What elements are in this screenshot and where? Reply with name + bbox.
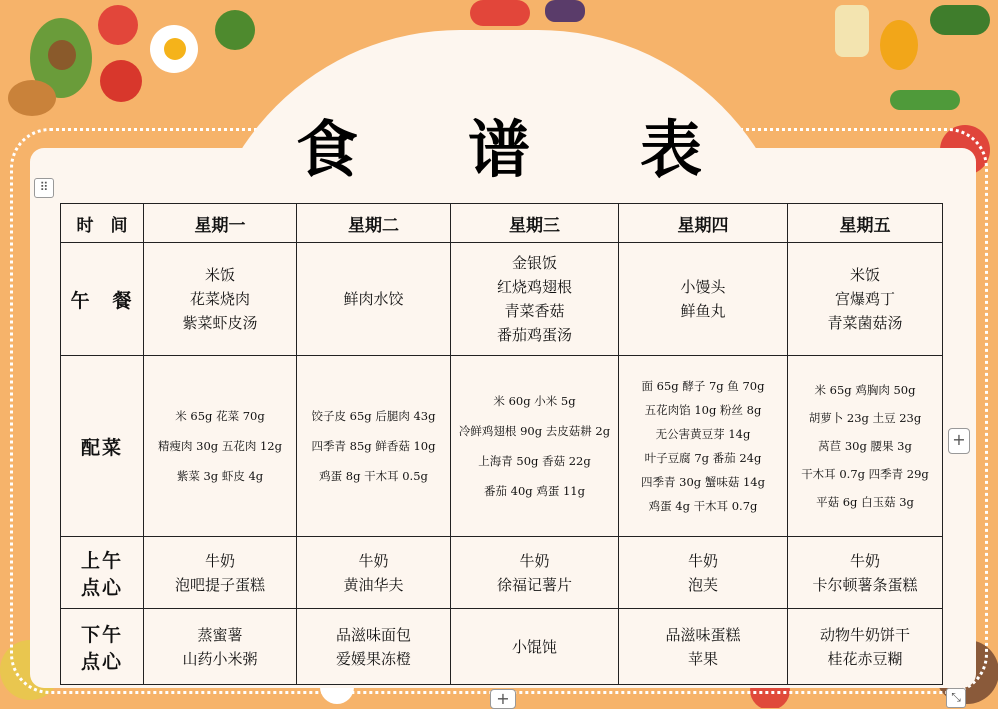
row-label-text: 点心 bbox=[80, 576, 123, 599]
title-char-2: 谱 bbox=[467, 113, 530, 186]
afternoon-snack-monday bbox=[144, 609, 297, 685]
dish: 紫菜虾皮汤 bbox=[182, 314, 258, 332]
lunch-wednesday bbox=[451, 243, 619, 356]
ingredient-line: 五花肉馅 10g 粉丝 8g bbox=[644, 403, 762, 417]
dish: 花菜烧肉 bbox=[189, 290, 250, 308]
dish: 牛奶 bbox=[849, 551, 880, 570]
morning-snack-wednesday bbox=[451, 537, 619, 609]
lunch-monday bbox=[144, 243, 297, 356]
menu-table bbox=[60, 203, 943, 685]
dish: 品滋味面包 bbox=[335, 625, 411, 644]
dish: 牛奶 bbox=[519, 551, 550, 570]
ingredient-line: 米 65g 鸡胸肉 50g bbox=[814, 383, 916, 397]
ingredient-line: 平菇 6g 白玉菇 3g bbox=[816, 495, 914, 509]
avocado-seed-illustration bbox=[48, 40, 76, 70]
afternoon-snack-friday bbox=[788, 609, 943, 685]
lunch-row bbox=[61, 243, 943, 356]
ingredients-thursday bbox=[619, 356, 788, 537]
morning-snack-tuesday bbox=[297, 537, 451, 609]
header-wednesday: 星期三 bbox=[451, 204, 619, 243]
ingredient-line: 面 65g 酵子 7g 鱼 70g bbox=[641, 379, 765, 393]
dish: 爱媛果冻橙 bbox=[335, 649, 411, 668]
dish: 泡吧提子蛋糕 bbox=[174, 575, 265, 594]
row-label-text: 点心 bbox=[80, 650, 123, 673]
row-label-lunch bbox=[61, 243, 144, 356]
add-row-button[interactable]: + bbox=[490, 689, 516, 709]
ingredient-line: 干木耳 0.7g 四季青 29g bbox=[801, 467, 929, 481]
ingredient-line: 胡萝卜 23g 土豆 23g bbox=[808, 411, 922, 425]
lunch-thursday bbox=[619, 243, 788, 356]
dish: 品滋味蛋糕 bbox=[665, 625, 741, 644]
morning-snack-row bbox=[61, 537, 943, 609]
egg-yolk-illustration bbox=[164, 38, 186, 60]
row-label-text: 配菜 bbox=[80, 436, 123, 459]
header-row bbox=[61, 204, 943, 243]
dish: 苹果 bbox=[687, 649, 718, 668]
dish: 米饭 bbox=[204, 266, 235, 284]
dish: 金银饭 bbox=[511, 254, 557, 272]
leaf-illustration bbox=[930, 5, 990, 35]
ingredient-line: 米 60g 小米 5g bbox=[493, 394, 576, 408]
row-label-morning-snack bbox=[61, 537, 144, 609]
dish: 徐福记薯片 bbox=[496, 575, 572, 594]
pepper-illustration bbox=[880, 20, 918, 70]
header-monday: 星期一 bbox=[144, 204, 297, 243]
row-label-text: 午 餐 bbox=[70, 289, 134, 312]
ingredient-line: 四季青 85g 鲜香菇 10g bbox=[311, 439, 436, 453]
title-char-3: 表 bbox=[640, 113, 703, 186]
lunch-tuesday bbox=[297, 243, 451, 356]
morning-snack-monday bbox=[144, 537, 297, 609]
dish: 蒸蜜薯 bbox=[197, 625, 243, 644]
dish: 鲜肉水饺 bbox=[343, 290, 404, 308]
dish: 小馒头 bbox=[680, 278, 726, 296]
dish: 青菜菌菇汤 bbox=[827, 314, 903, 332]
ingredients-friday bbox=[788, 356, 943, 537]
dish: 番茄鸡蛋汤 bbox=[496, 326, 572, 344]
row-label-ingredients bbox=[61, 356, 144, 537]
header-time: 时 间 bbox=[61, 204, 144, 243]
header-friday: 星期五 bbox=[788, 204, 943, 243]
dish: 卡尔顿薯条蛋糕 bbox=[812, 575, 918, 594]
dish: 牛奶 bbox=[204, 551, 235, 570]
dish: 牛奶 bbox=[358, 551, 389, 570]
dish: 黄油华夫 bbox=[343, 575, 404, 594]
ingredient-line: 莴苣 30g 腰果 3g bbox=[818, 439, 912, 453]
dish: 牛奶 bbox=[687, 551, 718, 570]
ingredient-line: 四季青 30g 蟹味菇 14g bbox=[641, 475, 765, 489]
eggplant-illustration bbox=[545, 0, 585, 22]
ingredient-line: 冷鲜鸡翅根 90g 去皮菇耕 2g bbox=[458, 424, 611, 438]
ingredient-line: 米 65g 花菜 70g bbox=[175, 409, 265, 423]
afternoon-snack-thursday bbox=[619, 609, 788, 685]
ingredient-line: 鸡蛋 4g 干木耳 0.7g bbox=[648, 499, 758, 513]
fruit-illustration bbox=[470, 0, 530, 26]
add-column-button[interactable]: + bbox=[948, 428, 970, 454]
dish: 泡芙 bbox=[687, 575, 718, 594]
ingredients-row bbox=[61, 356, 943, 537]
ingredients-wednesday bbox=[451, 356, 619, 537]
ingredient-line: 番茄 40g 鸡蛋 11g bbox=[484, 484, 585, 498]
dish: 鲜鱼丸 bbox=[680, 302, 726, 320]
dish: 米饭 bbox=[849, 266, 880, 284]
table-move-handle[interactable]: ⠿ bbox=[34, 178, 54, 198]
ingredient-line: 叶子豆腐 7g 番茄 24g bbox=[644, 451, 762, 465]
page-title bbox=[0, 100, 998, 186]
row-label-text: 上午 bbox=[80, 549, 123, 572]
ingredient-line: 精瘦肉 30g 五花肉 12g bbox=[158, 439, 282, 453]
afternoon-snack-row bbox=[61, 609, 943, 685]
dish: 青菜香菇 bbox=[504, 302, 565, 320]
ingredients-monday bbox=[144, 356, 297, 537]
cheese-illustration bbox=[835, 5, 869, 57]
dish: 小馄饨 bbox=[511, 637, 557, 656]
header-thursday: 星期四 bbox=[619, 204, 788, 243]
ingredient-line: 鸡蛋 8g 干木耳 0.5g bbox=[319, 469, 428, 483]
ingredient-line: 饺子皮 65g 后腿肉 43g bbox=[311, 409, 436, 423]
morning-snack-thursday bbox=[619, 537, 788, 609]
lunch-friday bbox=[788, 243, 943, 356]
tomato-illustration bbox=[98, 5, 138, 45]
ingredient-line: 上海青 50g 香菇 22g bbox=[478, 454, 591, 468]
title-char-1: 食 bbox=[295, 113, 358, 186]
row-label-afternoon-snack bbox=[61, 609, 144, 685]
afternoon-snack-wednesday bbox=[451, 609, 619, 685]
broccoli-illustration bbox=[215, 10, 255, 50]
ingredient-line: 紫菜 3g 虾皮 4g bbox=[176, 469, 264, 483]
row-label-text: 下午 bbox=[80, 623, 123, 646]
dish: 山药小米粥 bbox=[182, 649, 258, 668]
afternoon-snack-tuesday bbox=[297, 609, 451, 685]
ingredients-tuesday bbox=[297, 356, 451, 537]
table-resize-handle[interactable]: ⤡ bbox=[946, 688, 966, 708]
header-tuesday: 星期二 bbox=[297, 204, 451, 243]
dish: 红烧鸡翅根 bbox=[496, 278, 572, 296]
dish: 桂花赤豆糊 bbox=[827, 649, 903, 668]
dish: 动物牛奶饼干 bbox=[819, 625, 910, 644]
ingredient-line: 无公害黄豆芽 14g bbox=[655, 427, 751, 441]
dish: 宫爆鸡丁 bbox=[834, 290, 895, 308]
morning-snack-friday bbox=[788, 537, 943, 609]
tomato-illustration-2 bbox=[100, 60, 142, 102]
